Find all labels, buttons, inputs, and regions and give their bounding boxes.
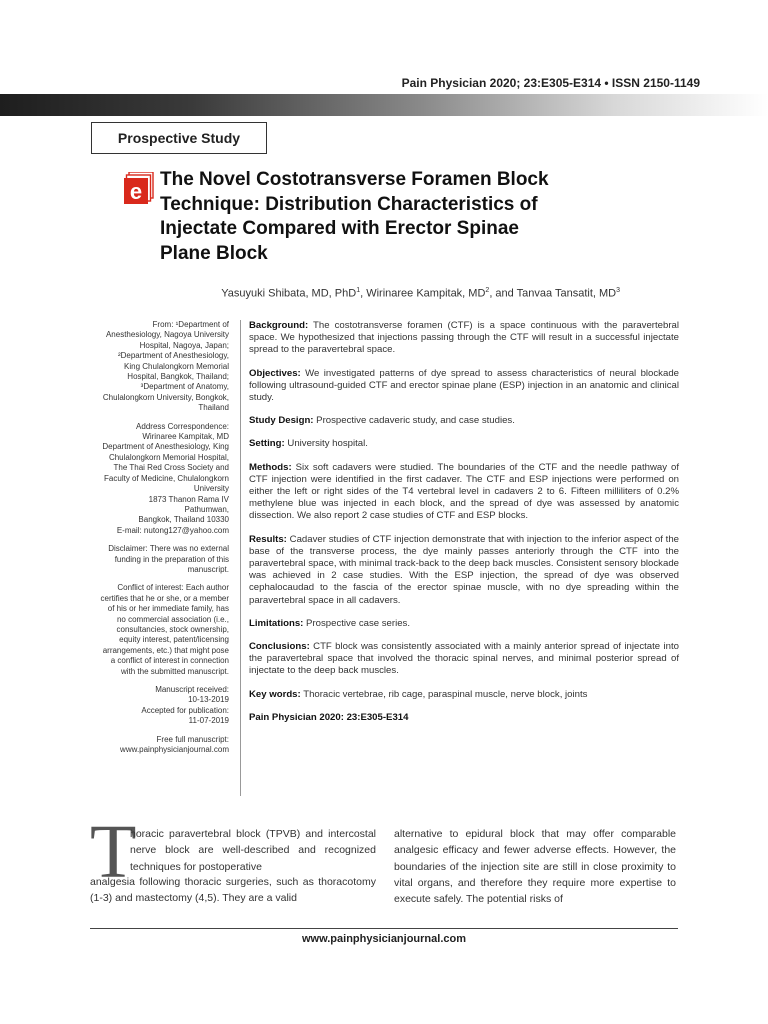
author-name: , and Tanvaa Tansatit, MD (489, 287, 617, 300)
author-affiliation: 3 (616, 287, 620, 294)
free-manuscript (90, 735, 229, 756)
sidebar-line: no commercial association (i.e., (116, 614, 229, 624)
column-divider (240, 320, 241, 796)
section-label: Results: (249, 533, 287, 545)
abstract-limitations (249, 618, 679, 630)
footer-rule (90, 928, 678, 929)
section-text: Prospective cadaveric study, and case studies. (313, 415, 515, 427)
sidebar-line: From: ¹Department of (152, 320, 229, 329)
sidebar-line: arrangements, etc.) that might pose (102, 645, 229, 655)
abstract-methods (249, 462, 679, 523)
author-affiliation: 2 (485, 287, 490, 294)
section-text: The costotransverse foramen (CTF) is a space continuous with the paravertebral space. We hypothesized that injections passing through the CTF will result in a successful injectate spread to the paravertebral space. (249, 320, 679, 356)
disclaimer (90, 544, 229, 575)
article-title (160, 168, 620, 266)
sidebar-line: Accepted for publication: (141, 705, 229, 715)
sidebar-line: Manuscript received: (155, 685, 229, 694)
sidebar-line: Thailand (198, 403, 229, 413)
abstract-background (249, 320, 679, 357)
section-label: Methods: (249, 461, 292, 473)
section-text: CTF block was consistently associated with a mainly anterior spread of injectate into the paravertebral space that involved the thoracic spinal nerves, and minimal posterior spread of injectate to the deep back muscles. (249, 641, 679, 677)
abstract-setting (249, 438, 679, 450)
section-label: Conclusions: (249, 641, 310, 653)
section-label: Objectives: (249, 367, 301, 379)
sidebar-line: Address Correspondence: (136, 421, 229, 431)
footer-url[interactable]: www.painphysicianjournal.com (301, 933, 466, 945)
sidebar-line: Department of Anesthesiology, King (102, 442, 229, 452)
abstract-results (249, 534, 679, 607)
section-label: Key words: (249, 688, 301, 700)
free-manuscript-link[interactable]: www.painphysicianjournal.com (120, 745, 229, 755)
correspondence-address (90, 422, 229, 536)
article-sidebar (90, 320, 229, 763)
sidebar-line: Hospital, Bangkok, Thailand; (127, 372, 229, 382)
sidebar-line: a conflict of interest in connection (110, 656, 229, 666)
sidebar-line: funding in the preparation of this (114, 554, 229, 564)
title-line: Injectate Compared with Erector Spinae (160, 218, 519, 239)
body-text-column-2: alternative to epidural block that may offer comparable analgesic efficacy and fewer adverse effects. However, the boundaries of the injection site are still in close proximity to vital organs, and therefore they require more expertise to execute safely. The potential risks of (394, 828, 676, 906)
sidebar-line: 11-07-2019 (188, 716, 229, 726)
sidebar-line: consultancies, stock ownership, (116, 624, 229, 634)
correspondence-email[interactable]: E-mail: nutong127@yahoo.com (116, 525, 229, 535)
manuscript-dates (90, 685, 229, 727)
title-line: Plane Block (160, 242, 268, 264)
sidebar-line: of his or her immediate family, has (107, 604, 229, 614)
section-text: Prospective case series. (303, 617, 411, 629)
sidebar-line: Hospital, Nagoya, Japan; (139, 340, 229, 350)
sidebar-line: Conflict of interest: Each author (117, 583, 229, 593)
section-text: Six soft cadavers were studied. The boundaries of the CTF and the needle pathway of CTF injection were identified in the first cadaver. The CTF and ESP injections were performed on either the left or right sides of the T4 vertebral level in cadavers 2 to 6. Fifteen milliliters of 0.2% methylene blue was injected in each block, and the spread of dye was assessed by anatomic dissection. We also report 2 case studies of CTF and ESP blocks. (249, 461, 679, 522)
section-label: Study Design: (249, 415, 314, 427)
sidebar-line: Chulalongkorn Memorial Hospital, (108, 452, 229, 462)
abstract-keywords (249, 689, 679, 701)
sidebar-line: with the submitted manuscript. (120, 666, 229, 676)
section-label: Setting: (249, 438, 285, 450)
sidebar-line: Anesthesiology, Nagoya University (105, 330, 229, 340)
e-article-icon (124, 172, 154, 204)
section-text: University hospital. (284, 438, 368, 450)
study-type-box: Prospective Study (91, 122, 267, 154)
section-text: Thoracic vertebrae, rib cage, paraspinal muscle, nerve block, joints (300, 688, 588, 700)
author-name: , Wirinaree Kampitak, MD (360, 287, 486, 300)
section-label: Limitations: (249, 617, 304, 629)
section-text: Cadaver studies of CTF injection demonstrate that with injection to the inferior aspect of the base of the transverse process, the dye mainly passes anteriorly through the CTF into the paravertebral space, with minimal track-back to the deep back muscles. Consistent sensory blockade was achieved in 2 case studies. With the ESP injection, the spread of dye was observed cephalocaudad to the fascia of the erector spinae muscle, with no dye spreading within the paravertebral space in all cadavers. (249, 533, 679, 606)
section-label: Background: (249, 320, 309, 331)
conflict-of-interest (90, 583, 229, 677)
sidebar-line: 1873 Thanon Rama IV (148, 494, 229, 504)
sidebar-line: Faculty of Medicine, Chulalongkorn (104, 473, 229, 483)
affiliations (90, 320, 229, 414)
sidebar-line: ²Department of Anesthesiology, (117, 351, 229, 361)
author-affiliation: 1 (356, 287, 361, 294)
title-line: The Novel Costotransverse Foramen Block (160, 169, 549, 190)
sidebar-line: Bangkok, Thailand 10330 (138, 515, 229, 525)
title-line: Technique: Distribution Characteristics of (160, 193, 538, 215)
sidebar-line: Chulalongkorn University, Bongkok, (102, 392, 229, 402)
sidebar-line: Wirinaree Kampitak, MD (142, 432, 229, 442)
abstract-study-design (249, 415, 679, 427)
author-name: Yasuyuki Shibata, MD, PhD (221, 287, 357, 300)
sidebar-line: Disclaimer: There was no external (108, 544, 229, 554)
sidebar-line: certifies that he or she, or a member (100, 593, 229, 603)
sidebar-line: The Thai Red Cross Society and (113, 463, 229, 473)
svg-text:e: e (129, 179, 143, 204)
sidebar-line: Free full manuscript: (156, 734, 229, 744)
sidebar-line: King Chulalongkorn Memorial (124, 361, 229, 371)
body-text-column-1: horacic paravertebral block (TPVB) and intercostal nerve block are well-described and recognized techniques for postoperative (130, 828, 376, 873)
journal-citation-header: Pain Physician 2020; 23:E305-E314 • ISSN 2150-1149 (401, 76, 700, 90)
sidebar-line: ³Department of Anatomy, (140, 382, 229, 392)
abstract-citation: Pain Physician 2020: 23:E305-E314 (249, 711, 409, 723)
author-line (100, 287, 620, 300)
sidebar-line: 10-13-2019 (188, 695, 229, 705)
header-gradient-band (0, 94, 768, 116)
sidebar-line: equity interest, patent/licensing (119, 635, 229, 645)
abstract-objectives (249, 368, 679, 405)
abstract (249, 320, 679, 735)
abstract-conclusions (249, 641, 679, 678)
section-text: We investigated patterns of dye spread to assess characteristics of neural blockade following ultrasound-guided CTF and erector spinae plane (ESP) injection in an anatomic and clinical study. (249, 367, 679, 404)
sidebar-line: manuscript. (187, 564, 229, 574)
body-text-column-1-continued: analgesia following thoracic surgeries, such as thoracotomy (1-3) and mastectomy (4,5). They are a valid (90, 876, 376, 905)
sidebar-line: Pathumwan, (184, 504, 229, 514)
sidebar-line: University (193, 484, 229, 494)
drop-cap: T (90, 810, 137, 894)
